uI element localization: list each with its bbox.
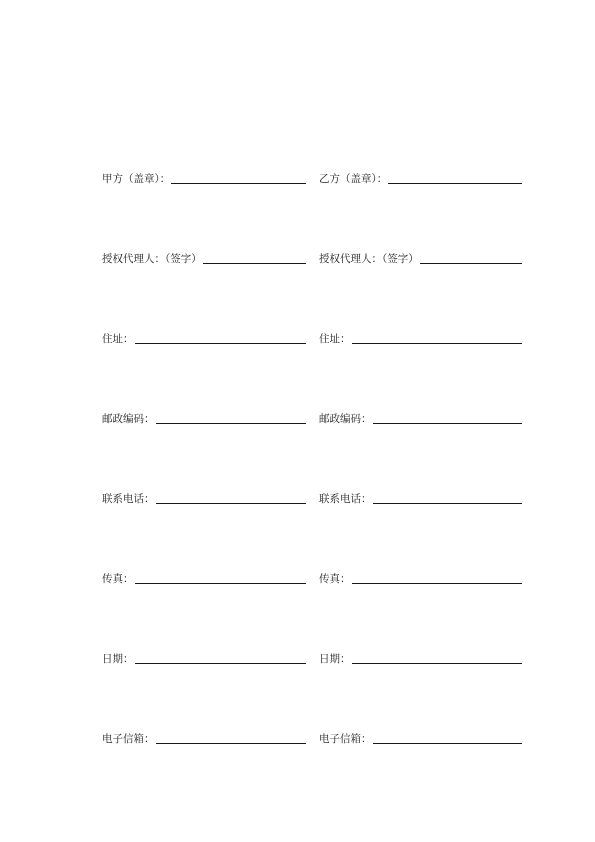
party-a-postcode-label: 邮政编码：: [102, 413, 155, 425]
party-b-postcode-field: [319, 410, 522, 426]
party-b-fax-label: 传真：: [319, 573, 351, 585]
party-a-email-label: 电子信箱：: [102, 733, 155, 745]
party-b-seal-label: 乙方（盖章）：: [319, 173, 388, 185]
party-a-phone-field: [102, 490, 306, 506]
party-a-seal-field: [102, 170, 306, 186]
party-b-fax-field: [319, 570, 522, 586]
party-a-email-blank[interactable]: [156, 731, 307, 744]
party-b-address-blank[interactable]: [352, 331, 523, 344]
party-a-fax-blank[interactable]: [135, 571, 307, 584]
party-a-fax-label: 传真：: [102, 573, 134, 585]
party-a-agent-label: 授权代理人：（签字）: [102, 253, 202, 265]
row-seal: [102, 170, 522, 250]
party-b-phone-field: [319, 490, 522, 506]
party-a-seal-blank[interactable]: [171, 171, 306, 184]
party-a-agent-field: [102, 250, 306, 266]
party-b-postcode-blank[interactable]: [373, 411, 523, 424]
signature-table: [102, 170, 522, 810]
row-address: [102, 330, 522, 410]
party-b-address-label: 住址：: [319, 333, 351, 345]
row-postcode: [102, 410, 522, 490]
party-b-email-blank[interactable]: [373, 731, 523, 744]
party-b-agent-field: [319, 250, 522, 266]
party-a-address-blank[interactable]: [135, 331, 307, 344]
party-a-fax-field: [102, 570, 306, 586]
party-a-email-field: [102, 730, 306, 746]
party-b-fax-blank[interactable]: [352, 571, 523, 584]
party-b-seal-blank[interactable]: [388, 171, 522, 184]
party-a-postcode-field: [102, 410, 306, 426]
row-email: [102, 730, 522, 810]
party-b-email-field: [319, 730, 522, 746]
row-fax: [102, 570, 522, 650]
party-a-phone-blank[interactable]: [156, 491, 307, 504]
party-b-agent-label: 授权代理人：（签字）: [319, 253, 419, 265]
party-a-date-blank[interactable]: [135, 651, 307, 664]
party-b-date-field: [319, 650, 522, 666]
party-a-date-label: 日期：: [102, 653, 134, 665]
party-a-address-field: [102, 330, 306, 346]
row-agent: [102, 250, 522, 330]
party-b-agent-blank[interactable]: [420, 251, 522, 264]
party-a-agent-blank[interactable]: [203, 251, 306, 264]
party-b-seal-field: [319, 170, 522, 186]
party-a-phone-label: 联系电话：: [102, 493, 155, 505]
party-a-address-label: 住址：: [102, 333, 134, 345]
party-b-date-label: 日期：: [319, 653, 351, 665]
party-b-email-label: 电子信箱：: [319, 733, 372, 745]
row-phone: [102, 490, 522, 570]
row-date: [102, 650, 522, 730]
party-a-postcode-blank[interactable]: [156, 411, 307, 424]
party-a-seal-label: 甲方（盖章）：: [102, 173, 171, 185]
party-a-date-field: [102, 650, 306, 666]
party-b-phone-blank[interactable]: [373, 491, 523, 504]
party-b-phone-label: 联系电话：: [319, 493, 372, 505]
party-b-postcode-label: 邮政编码：: [319, 413, 372, 425]
party-b-date-blank[interactable]: [352, 651, 523, 664]
party-b-address-field: [319, 330, 522, 346]
